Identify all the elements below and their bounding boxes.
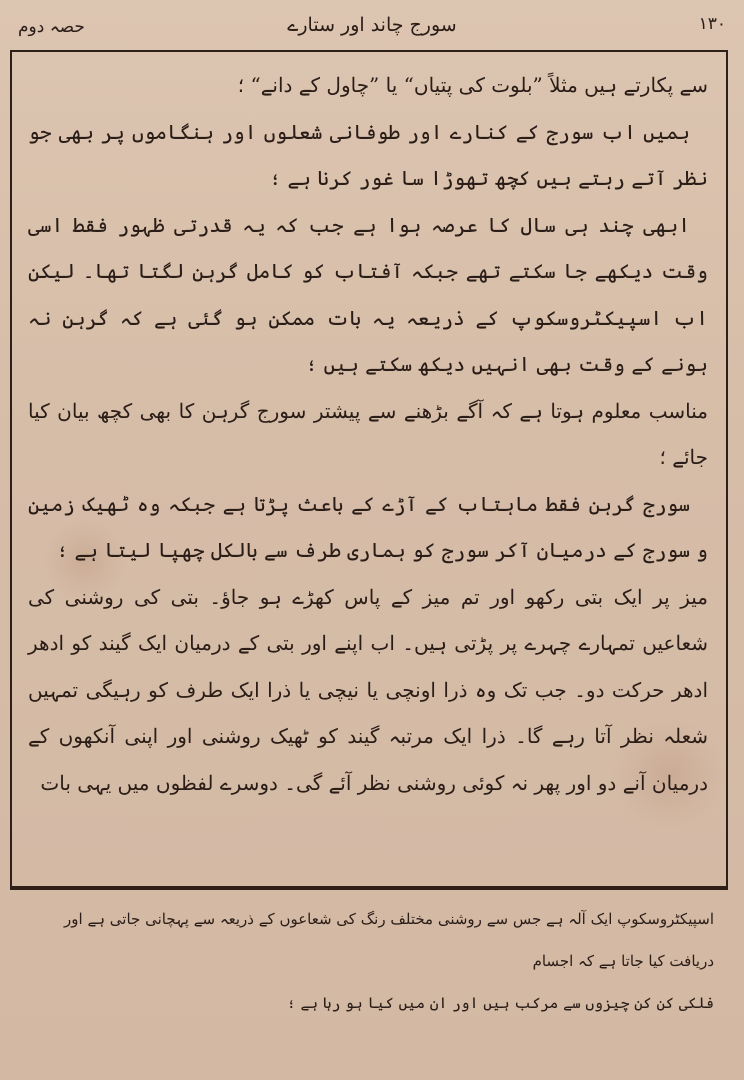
- page-header: [18, 12, 726, 42]
- paragraph: سے پکارتے ہیں مثلاً ”بلوت کی پتیاں“ یا ”چاول کے دانے“ ؛: [237, 73, 708, 97]
- paragraph: ہمیں اب سورج کے کنارے اور طوفانی شعلوں اور ہنگاموں پر بھی جو نظر آتے رہتے ہیں کچھ تھوڑا سا غور کرنا ہے ؛: [28, 119, 708, 190]
- footnote-divider: [10, 888, 728, 890]
- paragraph: میز پر ایک بتی رکھو اور تم میز کے پاس کھڑے ہو جاؤ۔ بتی کی روشنی کی شعاعیں تمہارے چہرے پر پڑتی ہیں۔ اب اپنے اور بتی کے درمیان ایک گیند کو ادھر ادھر حرکت دو۔ جب تک وہ ذرا اونچی یا نیچی یا ذرا ایک طرف کو رہیگی تمہیں شعلہ نظر آتا رہے گا۔ ذرا ایک مرتبہ گیند کو ٹھیک روشنی اور اپنی آنکھوں کے درمیان آنے دو اور پھر نہ کوئی روشنی نظر آئے گی۔ دوسرے لفظوں میں یہی بات: [28, 584, 708, 795]
- paragraph: مناسب معلوم ہوتا ہے کہ آگے بڑھنے سے پیشتر سورج گرہن کا بھی کچھ بیان کیا جائے ؛: [28, 398, 708, 469]
- paragraph: ابھی چند ہی سال کا عرصہ ہوا ہے جب کہ یہ قدرتی ظہور فقط اسی وقت دیکھے جا سکتے تھے جبکہ آفتاب کو کامل گرہن لگتا تھا۔ لیکن اب اسپیکٹروسکوپ کے ذریعہ یہ بات ممکن ہو گئی ہے کہ گرہن نہ ہونے کے وقت بھی انہیں دیکھ سکتے ہیں ؛: [28, 212, 708, 376]
- footnote: [24, 898, 714, 1024]
- body-text: [28, 62, 708, 806]
- part-label: حصہ دوم: [18, 17, 85, 37]
- footnote-line: اسپیکٹروسکوپ ایک آلہ ہے جس سے روشنی مختلف رنگ کی شعاعوں کے ذریعہ سے پہچانی جاتی ہے اور دریافت کیا جاتا ہے کہ اجسام: [64, 910, 714, 970]
- running-title: سورج چاند اور ستارے: [287, 14, 457, 36]
- page-number: ۱۳۰: [698, 14, 726, 34]
- footnote-line: فلکی کن کن چیزوں سے مرکب ہیں اور ان میں کیا ہو رہا ہے ؛: [286, 994, 714, 1012]
- paragraph: سورج گرہن فقط ماہتاب کے آڑے کے باعث پڑتا ہے جبکہ وہ ٹھیک زمین و سورج کے درمیان آکر سورج کو ہماری طرف سے بالکل چھپا لیتا ہے ؛: [28, 491, 708, 562]
